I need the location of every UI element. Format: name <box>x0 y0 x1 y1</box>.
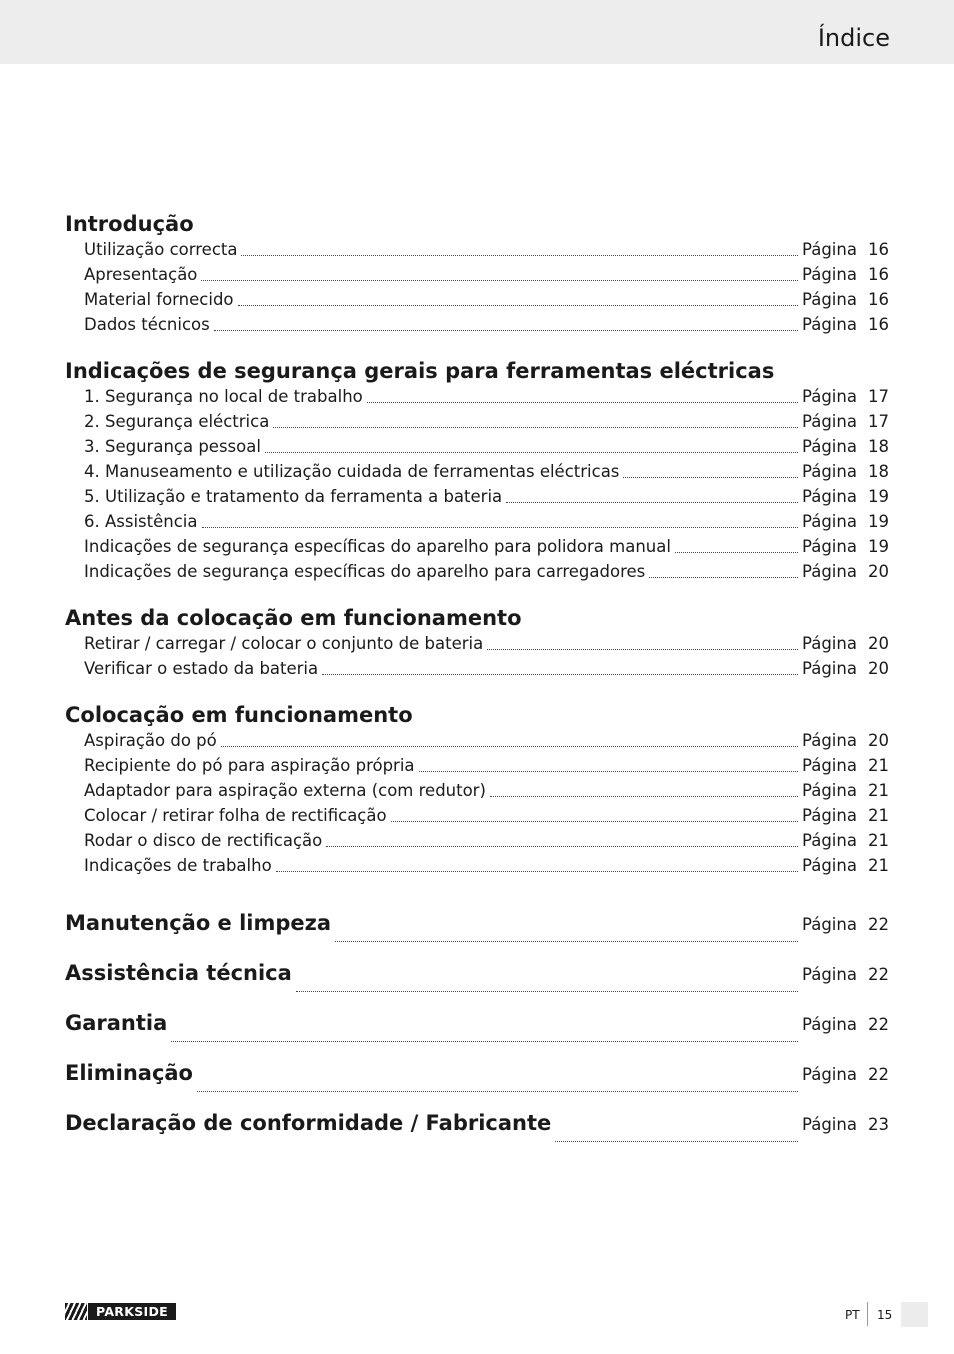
dot-leader <box>296 990 798 992</box>
dot-leader <box>201 279 798 281</box>
entry-page <box>802 534 889 559</box>
dot-leader <box>322 673 798 675</box>
entry-page <box>802 728 889 753</box>
header-band <box>0 0 954 64</box>
entry-page <box>802 1100 889 1150</box>
entry-label: Dados técnicos <box>84 315 210 334</box>
page-word: Página <box>802 512 857 531</box>
page-number: 16 <box>868 290 889 309</box>
page-number: 19 <box>868 512 889 531</box>
entry-page <box>802 237 889 262</box>
page-word: Página <box>802 659 857 678</box>
major-entry-label: Eliminação <box>65 1061 193 1085</box>
page-word: Página <box>802 315 857 334</box>
dot-leader <box>202 526 799 528</box>
entry-page <box>802 803 889 828</box>
entry-page <box>802 753 889 778</box>
toc-major-entry[interactable] <box>65 1048 889 1098</box>
toc-entry[interactable] <box>65 559 889 584</box>
major-entry-label: Assistência técnica <box>65 961 292 985</box>
page-word: Página <box>802 437 857 456</box>
section-heading: Indicações de segurança gerais para ferramentas eléctricas <box>65 359 775 383</box>
toc-section <box>65 212 889 337</box>
page-word: Página <box>802 1065 857 1084</box>
page-title: Índice <box>817 24 890 52</box>
dot-leader <box>221 745 798 747</box>
dot-leader <box>367 401 798 403</box>
entry-page <box>802 509 889 534</box>
page-number: 21 <box>868 806 889 825</box>
entry-label: Retirar / carregar / colocar o conjunto de bateria <box>84 634 484 653</box>
toc-entry[interactable] <box>65 287 889 312</box>
page-number: 16 <box>868 240 889 259</box>
entry-page <box>802 409 889 434</box>
dot-leader <box>506 501 798 503</box>
dot-leader <box>276 870 798 872</box>
entry-label: 5. Utilização e tratamento da ferramenta a bateria <box>84 487 503 506</box>
entry-label: Adaptador para aspiração externa (com redutor) <box>84 781 486 800</box>
brand-name: PARKSIDE <box>96 1304 168 1319</box>
entry-page <box>802 950 889 1000</box>
toc-entry[interactable] <box>65 534 889 559</box>
entry-label: Indicações de trabalho <box>84 856 272 875</box>
toc-entry[interactable] <box>65 459 889 484</box>
dot-leader <box>649 576 798 578</box>
page-word: Página <box>802 781 857 800</box>
entry-page <box>802 434 889 459</box>
dot-leader <box>214 329 798 331</box>
entry-label: Rodar o disco de rectificação <box>84 831 323 850</box>
page-word: Página <box>802 965 857 984</box>
page-word: Página <box>802 1115 857 1134</box>
entry-page <box>802 312 889 337</box>
page-word: Página <box>802 412 857 431</box>
page-word: Página <box>802 856 857 875</box>
language-code: PT <box>845 1308 860 1322</box>
page-number: 20 <box>868 634 889 653</box>
toc-entry[interactable] <box>65 312 889 337</box>
entry-label: 2. Segurança eléctrica <box>84 412 270 431</box>
toc-entry[interactable] <box>65 631 889 656</box>
entry-label: Verificar o estado da bateria <box>84 659 319 678</box>
entry-page <box>802 1000 889 1050</box>
toc-section <box>65 359 889 584</box>
toc-entry[interactable] <box>65 778 889 803</box>
dot-leader <box>623 476 798 478</box>
toc-entry[interactable] <box>65 434 889 459</box>
toc-section <box>65 703 889 878</box>
entry-page <box>802 656 889 681</box>
page-number: 20 <box>868 562 889 581</box>
toc-entry[interactable] <box>65 828 889 853</box>
page-word: Página <box>802 915 857 934</box>
page-number: 19 <box>868 537 889 556</box>
entry-page <box>802 900 889 950</box>
entry-page <box>802 853 889 878</box>
page-word: Página <box>802 806 857 825</box>
toc-entry[interactable] <box>65 409 889 434</box>
footer-divider <box>867 1302 868 1326</box>
entry-label: Indicações de segurança específicas do aparelho para polidora manual <box>84 537 671 556</box>
toc-entry[interactable] <box>65 262 889 287</box>
page-number: 16 <box>868 265 889 284</box>
entry-label: 3. Segurança pessoal <box>84 437 261 456</box>
dot-leader <box>555 1140 798 1142</box>
brand-logo <box>65 1303 176 1320</box>
page-number: 23 <box>868 1115 889 1134</box>
toc-entry[interactable] <box>65 484 889 509</box>
entry-label: 6. Assistência <box>84 512 198 531</box>
page-word: Página <box>802 240 857 259</box>
page-word: Página <box>802 1015 857 1034</box>
toc-entry[interactable] <box>65 656 889 681</box>
entry-page <box>802 484 889 509</box>
major-entry-label: Manutenção e limpeza <box>65 911 332 935</box>
page-number: 20 <box>868 659 889 678</box>
entry-page <box>802 828 889 853</box>
entry-label: Apresentação <box>84 265 198 284</box>
entry-page <box>802 262 889 287</box>
page-word: Página <box>802 290 857 309</box>
page-word: Página <box>802 462 857 481</box>
page-number: 16 <box>868 315 889 334</box>
toc-entry[interactable] <box>65 853 889 878</box>
dot-leader <box>241 254 798 256</box>
entry-page <box>802 778 889 803</box>
page-number: 21 <box>868 781 889 800</box>
toc-entry[interactable] <box>65 384 889 409</box>
entry-page <box>802 287 889 312</box>
page-number: 18 <box>868 462 889 481</box>
dot-leader <box>391 820 798 822</box>
page-number: 19 <box>868 487 889 506</box>
page-number: 17 <box>868 412 889 431</box>
toc-major-entry[interactable] <box>65 998 889 1048</box>
entry-label: Aspiração do pó <box>84 731 217 750</box>
page-word: Página <box>802 487 857 506</box>
logo-slashes-icon <box>65 1303 88 1320</box>
page-number: 22 <box>868 1065 889 1084</box>
page-number: 20 <box>868 731 889 750</box>
toc-entry[interactable] <box>65 509 889 534</box>
toc-entry[interactable] <box>65 237 889 262</box>
page-number-footer: 15 <box>877 1308 893 1322</box>
page-number: 22 <box>868 915 889 934</box>
entry-page <box>802 384 889 409</box>
page-word: Página <box>802 537 857 556</box>
toc-major-entry[interactable] <box>65 948 889 998</box>
page-word: Página <box>802 387 857 406</box>
dot-leader <box>197 1090 798 1092</box>
dot-leader <box>326 845 798 847</box>
page-number: 21 <box>868 831 889 850</box>
page-number: 22 <box>868 965 889 984</box>
page-word: Página <box>802 265 857 284</box>
entry-page <box>802 559 889 584</box>
entry-label: Indicações de segurança específicas do aparelho para carregadores <box>84 562 646 581</box>
entry-page <box>802 631 889 656</box>
entry-label: Material fornecido <box>84 290 234 309</box>
toc-major-entry[interactable] <box>65 898 889 948</box>
dot-leader <box>490 795 798 797</box>
dot-leader <box>265 451 798 453</box>
major-entry-label: Declaração de conformidade / Fabricante <box>65 1111 552 1135</box>
page-number: 17 <box>868 387 889 406</box>
entry-page <box>802 1050 889 1100</box>
page-word: Página <box>802 756 857 775</box>
entry-label: Colocar / retirar folha de rectificação <box>84 806 387 825</box>
dot-leader <box>171 1040 798 1042</box>
entry-label: Recipiente do pó para aspiração própria <box>84 756 415 775</box>
entry-page <box>802 459 889 484</box>
dot-leader <box>335 940 798 942</box>
major-entry-label: Garantia <box>65 1011 168 1035</box>
section-heading: Antes da colocação em funcionamento <box>65 606 522 630</box>
table-of-contents <box>65 212 889 1148</box>
section-heading: Introdução <box>65 212 194 236</box>
dot-leader <box>675 551 798 553</box>
page-word: Página <box>802 562 857 581</box>
section-heading: Colocação em funcionamento <box>65 703 413 727</box>
toc-entry[interactable] <box>65 753 889 778</box>
page-word: Página <box>802 634 857 653</box>
toc-major-entry[interactable] <box>65 1098 889 1148</box>
page-number: 21 <box>868 856 889 875</box>
entry-label: Utilização correcta <box>84 240 238 259</box>
toc-section <box>65 606 889 681</box>
dot-leader <box>238 304 798 306</box>
page-word: Página <box>802 831 857 850</box>
footer-tab-box <box>901 1302 928 1327</box>
dot-leader <box>419 770 798 772</box>
page-number: 22 <box>868 1015 889 1034</box>
toc-entry[interactable] <box>65 728 889 753</box>
dot-leader <box>487 648 798 650</box>
page-number: 21 <box>868 756 889 775</box>
entry-label: 1. Segurança no local de trabalho <box>84 387 363 406</box>
dot-leader <box>273 426 798 428</box>
toc-entry[interactable] <box>65 803 889 828</box>
page-word: Página <box>802 731 857 750</box>
entry-label: 4. Manuseamento e utilização cuidada de ferramentas eléctricas <box>84 462 620 481</box>
page-number: 18 <box>868 437 889 456</box>
